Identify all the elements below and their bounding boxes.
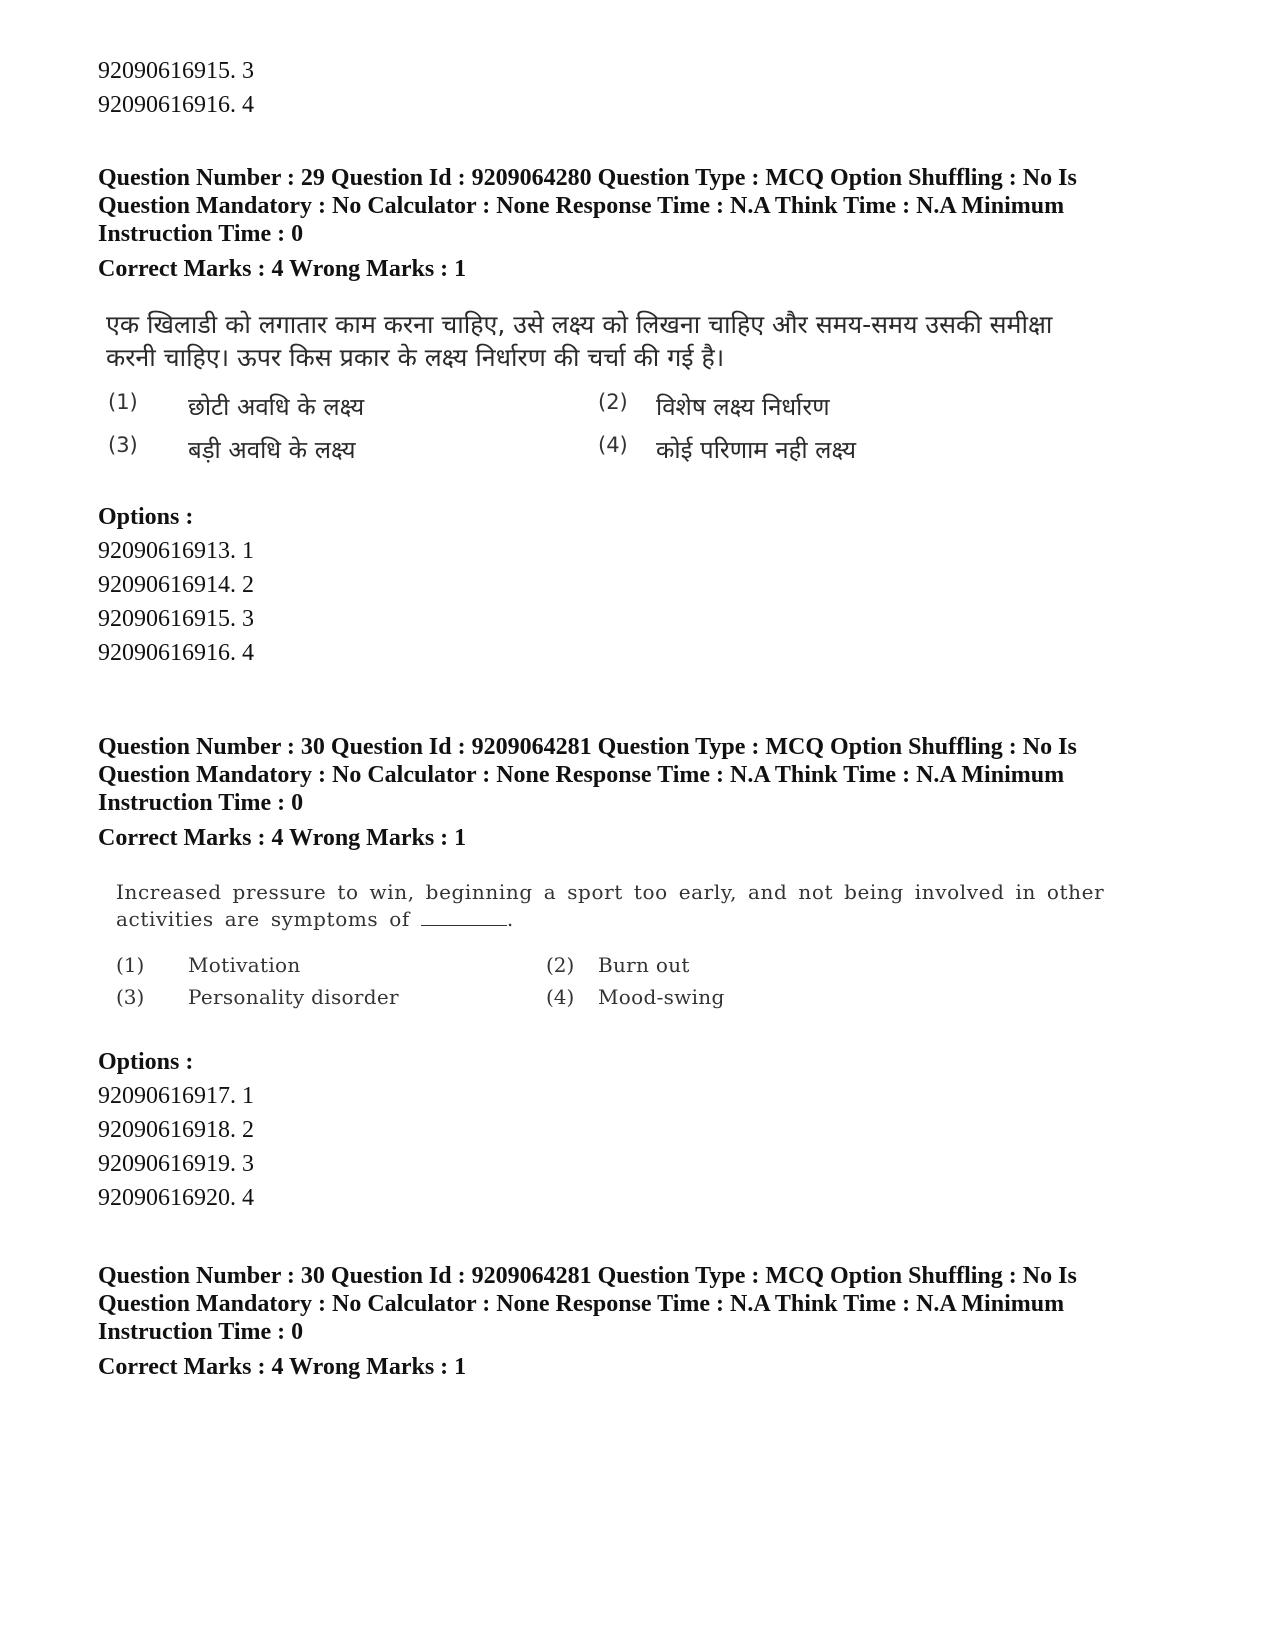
choice-number: (3) <box>116 985 145 1009</box>
option-line: 92090616919. 3 <box>98 1151 254 1177</box>
choices-grid <box>98 953 1188 1009</box>
question-text-line-with-blank: activities are symptoms of . <box>116 907 514 931</box>
choice-text: छोटी अवधि के लक्ष्य <box>188 393 365 421</box>
option-line: 92090616916. 4 <box>98 640 254 666</box>
choice-number: (2) <box>598 390 628 414</box>
prev-options <box>98 54 254 122</box>
question-text-line: करनी चाहिए। ऊपर किस प्रकार के लक्ष्य निर्धारण की चर्चा की गई है। <box>106 343 725 372</box>
choice-item <box>98 433 588 466</box>
marks-line: Correct Marks : 4 Wrong Marks : 1 <box>98 1354 467 1380</box>
options-list <box>98 1045 1188 1215</box>
question-header-line: Question Mandatory : No Calculator : None Response Time : N.A Think Time : N.A Minimum <box>98 762 1065 788</box>
question-text: activities are symptoms of <box>116 907 410 931</box>
option-line: 92090616920. 4 <box>98 1185 254 1211</box>
question-text-line: Increased pressure to win, beginning a sport too early, and not being involved in other <box>116 880 1105 904</box>
question-30-repeat-block <box>98 1262 1188 1384</box>
choice-item <box>588 433 1108 466</box>
answer-blank <box>421 907 507 926</box>
choice-item <box>98 390 588 423</box>
choice-item <box>588 390 1108 423</box>
question-header-line: Question Number : 30 Question Id : 9209064281 Question Type : MCQ Option Shuffling : No Is <box>98 1263 1077 1289</box>
choice-text: Personality disorder <box>188 985 399 1009</box>
question-header-line: Question Mandatory : No Calculator : None Response Time : N.A Think Time : N.A Minimum <box>98 193 1065 219</box>
question-header-line: Question Mandatory : No Calculator : None Response Time : N.A Think Time : N.A Minimum <box>98 1291 1065 1317</box>
choice-text: Burn out <box>598 953 690 977</box>
option-line: 92090616917. 1 <box>98 1083 254 1109</box>
choice-number: (4) <box>598 433 628 457</box>
choice-number: (2) <box>546 953 575 977</box>
question-header-line: Instruction Time : 0 <box>98 1319 304 1345</box>
question-header-line: Question Number : 29 Question Id : 9209064280 Question Type : MCQ Option Shuffling : No Is <box>98 165 1077 191</box>
choice-text: विशेष लक्ष्य निर्धारण <box>656 393 830 421</box>
choice-text: बड़ी अवधि के लक्ष्य <box>188 436 356 464</box>
option-line: 92090616913. 1 <box>98 538 254 564</box>
options-title: Options : <box>98 504 194 530</box>
choice-number: (1) <box>108 390 138 414</box>
options-title: Options : <box>98 1049 194 1075</box>
question-image <box>98 308 1188 466</box>
marks-line: Correct Marks : 4 Wrong Marks : 1 <box>98 825 467 851</box>
question-image <box>98 879 1188 1009</box>
question-header-line: Instruction Time : 0 <box>98 790 304 816</box>
choice-number: (1) <box>116 953 145 977</box>
choice-number: (4) <box>546 985 575 1009</box>
question-header-line: Instruction Time : 0 <box>98 221 304 247</box>
option-line: 92090616915. 3 <box>98 58 254 84</box>
marks-line: Correct Marks : 4 Wrong Marks : 1 <box>98 256 467 282</box>
choice-item <box>546 953 1066 977</box>
choices-grid <box>98 390 1188 466</box>
question-header-line: Question Number : 30 Question Id : 9209064281 Question Type : MCQ Option Shuffling : No Is <box>98 734 1077 760</box>
options-list <box>98 500 1188 670</box>
question-29-block <box>98 164 1188 670</box>
option-line: 92090616918. 2 <box>98 1117 254 1143</box>
option-line: 92090616914. 2 <box>98 572 254 598</box>
choice-item <box>98 985 546 1009</box>
option-line: 92090616915. 3 <box>98 606 254 632</box>
question-30-block <box>98 733 1188 1215</box>
choice-text: Motivation <box>188 953 301 977</box>
option-line: 92090616916. 4 <box>98 92 254 118</box>
choice-item <box>546 985 1066 1009</box>
choice-number: (3) <box>108 433 138 457</box>
choice-text: कोई परिणाम नही लक्ष्य <box>656 436 857 464</box>
choice-text: Mood-swing <box>598 985 725 1009</box>
question-text-line: एक खिलाडी को लगातार काम करना चाहिए, उसे लक्ष्य को लिखना चाहिए और समय-समय उसकी समीक्षा <box>106 310 1053 339</box>
choice-item <box>98 953 546 977</box>
